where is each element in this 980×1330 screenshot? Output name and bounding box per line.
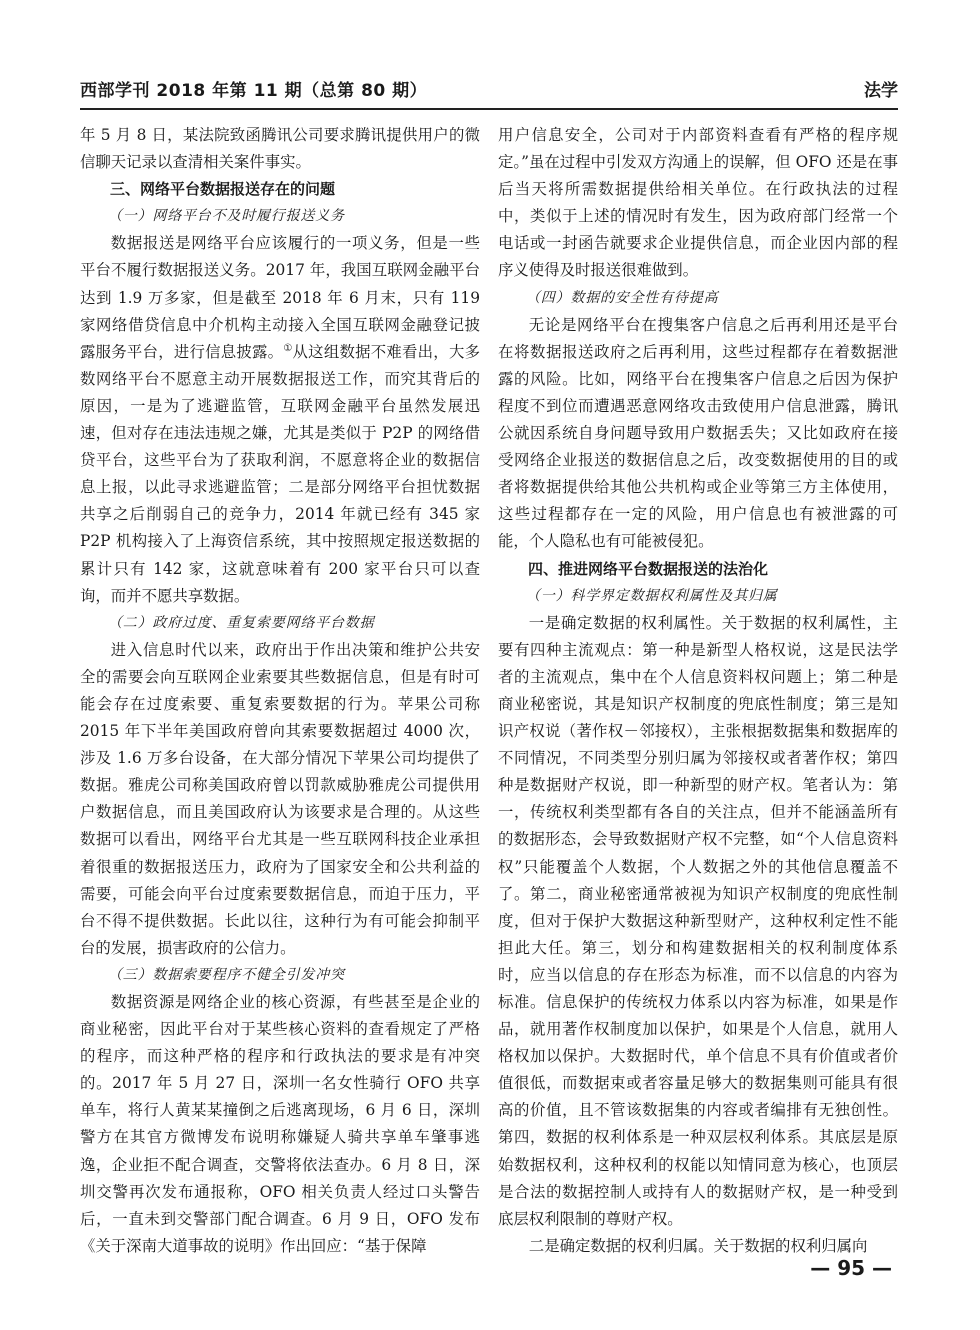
paragraph-continued xyxy=(498,122,898,285)
paragraph-text: （三）数据索要程序不健全引发冲突 xyxy=(108,966,345,983)
subsection-heading xyxy=(80,962,480,989)
paragraph xyxy=(80,989,480,1260)
left-column xyxy=(80,122,480,1260)
paragraph-text: 一是确定数据的权利属性。关于数据的权利属性，主要有四种主流观点：第一种是新型人格权说，这是民法学者的主流观点，集中在个人信息资料权问题上；第二种是商业秘密说，其是知识产权制度的兜底性制度；第三是知识产权说（著作权－邻接权），主张根据数据集和数据库的不同情况，不同类型分别归属为邻接权或者著作权；第四种是数据财产权说，即一种新型的财产权。笔者认为：第一，传统权利类型都有各自的关注点，但并不能涵盖所有的数据形态，会导致数据财产权不完整，如“个人信息资料权”只能覆盖个人数据，个人数据之外的其他信息覆盖不了。第二，商业秘密通常被视为知识产权制度的兜底性制度，但对于保护大数据这种新型财产，这种权利定性不能担此大任。第三，划分和构建数据相关的权利制度体系时，应当以信息的存在形态为标准，而不以信息的内容为标准。信息保护的传统权力体系以内容为标准，如果是作品，就用著作权制度加以保护，如果是个人信息，就用人格权加以保护。大数据时代，单个信息不具有价值或者价值很低，而数据束或者容量足够大的数据集则可能具有很高的价值，且不管该数据集的内容或者编排有无独创性。第四，数据的权利体系是一种双层权利体系。其底层是原始数据权利，这种权利的权能以知情同意为核心，也顶层是合法的数据控制人或持有人的数据财产权，是一种受到底层权利限制的尊财产权。 xyxy=(498,613,898,1228)
paragraph-text: （四）数据的安全性有待提高 xyxy=(526,289,719,306)
subsection-heading xyxy=(80,610,480,637)
paragraph-text: 数据资源是网络企业的核心资源，有些甚至是企业的商业秘密，因此平台对于某些核心资料的查看规定了严格的程序，而这种严格的程序和行政执法的要求是有冲突的。2017 年 5 月 27 日，深圳一名女性骑行 OFO 共享单车，将行人黄某某撞倒之后逃离现场，6 月 6 日，深圳警方在其官方微博发布说明称嫌疑人骑共享单车肇事逃逸，企业拒不配合调查，交警将依法查办。6 月 8 日，深圳交警再次发布通报称，OFO 相关负责人经过口头警告后，一直未到交警部门配合调查。6 月 9 日，OFO 发布《关于深南大道事故的说明》作出回应：“基于保障 xyxy=(80,993,480,1255)
subsection-heading xyxy=(80,203,480,230)
running-header xyxy=(80,76,898,106)
paragraph-text: 用户信息安全，公司对于内部资料查看有严格的程序规定。”虽在过程中引发双方沟通上的误解，但 OFO 还是在事后当天将所需数据提供给相关单位。在行政执法的过程中，类似于上述的情况时有发生，因为政府部门经常一个电话或一封函告就要求企业提供信息，而企业因内部的程序义使得及时报送很难做到。 xyxy=(498,126,898,280)
footnote-marker[interactable]: ① xyxy=(283,342,293,354)
paragraph-text: （一）网络平台不及时履行报送义务 xyxy=(108,208,345,225)
section-heading xyxy=(498,556,898,583)
paragraph-text: （一）科学界定数据权利属性及其归属 xyxy=(526,587,778,604)
paragraph-continued xyxy=(80,122,480,176)
paragraph xyxy=(80,637,480,962)
section-heading xyxy=(80,176,480,203)
paragraph-text: 年 5 月 8 日，某法院致函腾讯公司要求腾讯提供用户的微信聊天记录以查清相关案件事实。 xyxy=(80,126,480,172)
subsection-heading xyxy=(498,285,898,312)
paragraph-text: 四、推进网络平台数据报送的法治化 xyxy=(528,559,769,578)
paragraph xyxy=(80,230,480,609)
paragraph xyxy=(498,610,898,1233)
paragraph-text: （二）政府过度、重复索要网络平台数据 xyxy=(108,614,375,631)
paragraph xyxy=(498,312,898,556)
paragraph-text: 从这组数据不难看出，大多数网络平台不愿意主动开展数据报送工作，而究其背后的原因，一是为了逃避监管，互联网金融平台虽然发展迅速，但对存在违法违规之嫌，尤其是类似于 P2P 的网络借贷平台，这些平台为了获取利润，不愿意将企业的数据信息上报，以此寻求逃避监管；二是部分网络平台担忧数据共享之后削弱自己的竞争力，2014 年就已经有 345 家 P2P 机构接入了上海资信系统，其中按照规定报送数据的累计只有 142 家，这就意味着有 200 家平台只可以查询，而并不愿共享数据。 xyxy=(80,342,480,605)
right-column xyxy=(498,122,898,1260)
paragraph-text: 二是确定数据的权利归属。关于数据的权利归属向 xyxy=(528,1236,868,1255)
subsection-heading xyxy=(498,583,898,610)
paragraph-text: 数据报送是网络平台应该履行的一项义务，但是一些平台不履行数据报送义务。2017 年，我国互联网金融平台达到 1.9 万多家，但是截至 2018 年 6 月末，只有 119 家网络借贷信息中介机构主动接入全国互联网金融登记披露服务平台，进行信息披露。 xyxy=(80,234,480,361)
paragraph-text: 进入信息时代以来，政府出于作出决策和维护公共安全的需要会向互联网企业索要其些数据信息，但是有时可能会存在过度索要、重复索要数据的行为。苹果公司称 2015 年下半年美国政府曾向其索要数据超过 4000 次，涉及 1.6 万多台设备，在大部分情况下苹果公司均提供了数据。雅虎公司称美国政府曾以罚款威胁雅虎公司提供用户数据信息，而且美国政府认为该要求是合理的。从这些数据可以看出，网络平台尤其是一些互联网科技企业承担着很重的数据报送压力，政府为了国家安全和公共利益的需要，可能会向平台过度索要数据信息，而迫于压力，平台不得不提供数据。长此以往，这种行为有可能会抑制平台的发展，损害政府的公信力。 xyxy=(80,640,480,957)
journal-title: 西部学刊 2018 年第 11 期（总第 80 期） xyxy=(80,81,428,101)
paragraph-text: 无论是网络平台在搜集客户信息之后再利用还是平台在将数据报送政府之后再利用，这些过程都存在着数据泄露的风险。比如，网络平台在搜集客户信息之后因为保护程度不到位而遭遇恶意网络攻击致使用户信息泄露，腾讯公就因系统自身问题导致用户数据丢失；又比如政府在接受网络企业报送的数据信息之后，改变数据使用的目的或者将数据提供给其他公共机构或企业等第三方主体使用，这些过程都存在一定的风险，用户信息也有被泄露的可能，个人隐私也有可能被侵犯。 xyxy=(498,315,898,551)
header-rule xyxy=(80,108,898,110)
section-label: 法学 xyxy=(864,81,898,101)
page-number: — 95 — xyxy=(810,1256,892,1280)
paragraph-text: 三、网络平台数据报送存在的问题 xyxy=(110,180,336,199)
